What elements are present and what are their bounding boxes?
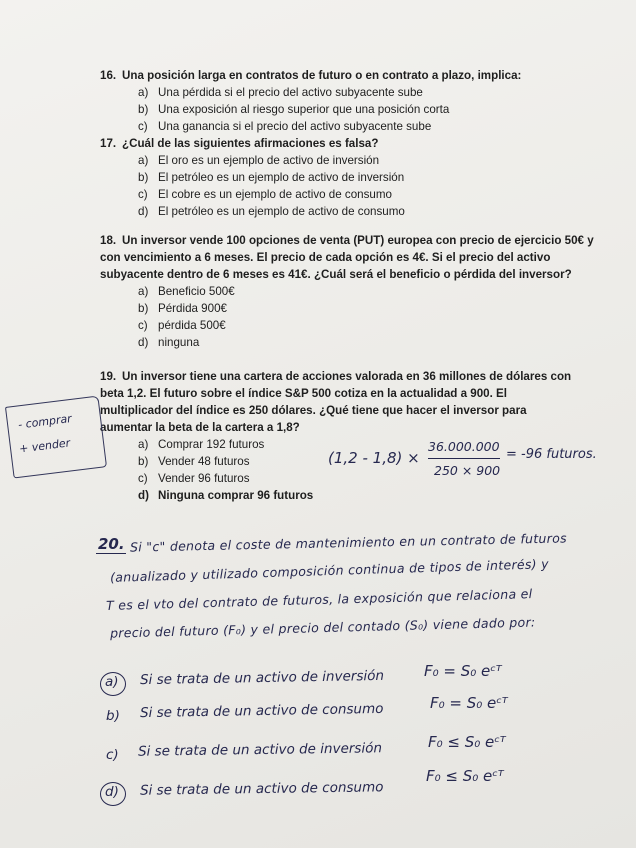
option-c <box>138 186 405 203</box>
question-number: 19. <box>100 370 117 383</box>
options-list <box>100 84 521 135</box>
option-letter: d) <box>138 205 149 218</box>
option-text: Si se trata de un activo de inversión <box>139 667 385 689</box>
option-d <box>138 203 405 220</box>
calc-result: = -96 futuros. <box>506 447 597 462</box>
margin-note-box <box>5 396 107 479</box>
stem-line: subyacente dentro de 6 meses es 41€. ¿Cuál será el beneficio o pérdida del inversor? <box>100 268 572 281</box>
option-formula: F₀ = S₀ eᶜᵀ <box>430 694 508 712</box>
stem-line: Un inversor vende 100 opciones de venta (PUT) europea con precio de ejercicio 50€ y <box>122 234 594 247</box>
option-letter: b) <box>106 708 120 724</box>
question-stem <box>100 368 571 436</box>
options-list <box>100 283 594 351</box>
option-text: Comprar 192 futuros <box>158 438 265 451</box>
option-text: El petróleo es un ejemplo de activo de inversión <box>158 171 405 184</box>
options-list <box>100 152 405 220</box>
option-letter: a) <box>138 438 149 451</box>
q20-stem-line: precio del futuro (F₀) y el precio del contado (S₀) viene dado por: <box>109 614 536 641</box>
option-letter: b) <box>138 302 149 315</box>
option-letter: a) <box>138 154 149 167</box>
option-text: Vender 48 futuros <box>158 455 250 468</box>
option-d <box>138 487 571 504</box>
option-letter: b) <box>138 455 149 468</box>
option-letter: a) <box>105 674 119 690</box>
question-number: 20. <box>98 535 125 553</box>
number-underline <box>96 553 126 554</box>
option-c <box>138 118 521 135</box>
option-b <box>138 101 521 118</box>
stem-line: ¿Cuál de las siguientes afirmaciones es falsa? <box>122 137 379 150</box>
q20-stem-line: T es el vto del contrato de futuros, la exposición que relaciona el <box>105 586 533 613</box>
option-text: Si se trata de un activo de inversión <box>137 740 383 760</box>
stem-line: Una posición larga en contratos de futuro o en contrato a plazo, implica: <box>122 69 522 82</box>
option-a <box>138 152 405 169</box>
option-letter: a) <box>138 285 149 298</box>
option-formula: F₀ ≤ S₀ eᶜᵀ <box>428 733 506 751</box>
q20-stem-line: Si "c" denota el coste de mantenimiento en un contrato de futuros <box>129 530 568 555</box>
option-c <box>138 317 594 334</box>
option-letter: a) <box>138 86 149 99</box>
question-stem <box>100 135 405 152</box>
option-text: Una pérdida si el precio del activo subyacente sube <box>158 86 423 99</box>
option-text: Vender 96 futuros <box>158 472 250 485</box>
question-stem <box>100 67 521 84</box>
option-text: pérdida 500€ <box>158 319 226 332</box>
option-letter: c) <box>138 319 148 332</box>
question-number: 16. <box>100 69 117 82</box>
option-b <box>138 300 594 317</box>
option-text: Una exposición al riesgo superior que una posición corta <box>158 103 450 116</box>
question-18 <box>100 232 594 351</box>
option-text: El cobre es un ejemplo de activo de consumo <box>158 188 392 201</box>
calc-left: (1,2 - 1,8) × <box>328 449 420 467</box>
question-17 <box>100 135 405 220</box>
option-d <box>138 334 594 351</box>
option-letter: b) <box>138 171 149 184</box>
option-formula: F₀ ≤ S₀ eᶜᵀ <box>426 767 504 785</box>
stem-line: aumentar la beta de la cartera a 1,8? <box>100 421 300 434</box>
q20-stem-line: (anualizado y utilizado composición continua de tipos de interés) y <box>109 556 550 585</box>
option-letter: d) <box>138 336 149 349</box>
calc-numerator: 36.000.000 <box>428 439 500 454</box>
option-text: Si se trata de un activo de consumo <box>139 779 384 799</box>
option-b <box>138 169 405 186</box>
option-a <box>138 84 521 101</box>
option-letter: c) <box>138 188 148 201</box>
option-text: Ninguna comprar 96 futuros <box>158 489 314 502</box>
question-16 <box>100 67 521 135</box>
question-number: 18. <box>100 234 117 247</box>
stem-line: Un inversor tiene una cartera de acciones valorada en 36 millones de dólares con <box>122 370 572 383</box>
fraction-bar <box>428 458 500 459</box>
question-19 <box>100 368 571 504</box>
option-text: ninguna <box>158 336 200 349</box>
question-number: 17. <box>100 137 117 150</box>
option-text: Pérdida 900€ <box>158 302 227 315</box>
option-formula: F₀ = S₀ eᶜᵀ <box>424 662 502 680</box>
stem-line: con vencimiento a 6 meses. El precio de cada opción es 4€. Si el precio del activo <box>100 251 551 264</box>
option-letter: d) <box>105 784 119 800</box>
option-text: Si se trata de un activo de consumo <box>139 700 384 722</box>
margin-note-line: - comprar <box>17 412 73 432</box>
option-a <box>138 283 594 300</box>
question-stem <box>100 232 594 283</box>
options-list <box>100 436 571 504</box>
option-text: Beneficio 500€ <box>158 285 235 298</box>
option-text: El petróleo es un ejemplo de activo de consumo <box>158 205 405 218</box>
option-c <box>138 470 571 487</box>
option-text: Una ganancia si el precio del activo subyacente sube <box>158 120 432 133</box>
option-text: El oro es un ejemplo de activo de inversión <box>158 154 380 167</box>
stem-line: multiplicador del índice es 250 dólares. ¿Qué tiene que hacer el inversor para <box>100 404 527 417</box>
option-letter: c) <box>138 472 148 485</box>
calc-denominator: 250 × 900 <box>434 463 501 478</box>
option-letter: b) <box>138 103 149 116</box>
margin-note-line: + vender <box>18 436 71 456</box>
option-letter: d) <box>138 489 149 502</box>
option-letter: c) <box>138 120 148 133</box>
stem-line: beta 1,2. El futuro sobre el índice S&P 500 cotiza en la actualidad a 900. El <box>100 387 508 400</box>
option-letter: c) <box>106 747 119 763</box>
